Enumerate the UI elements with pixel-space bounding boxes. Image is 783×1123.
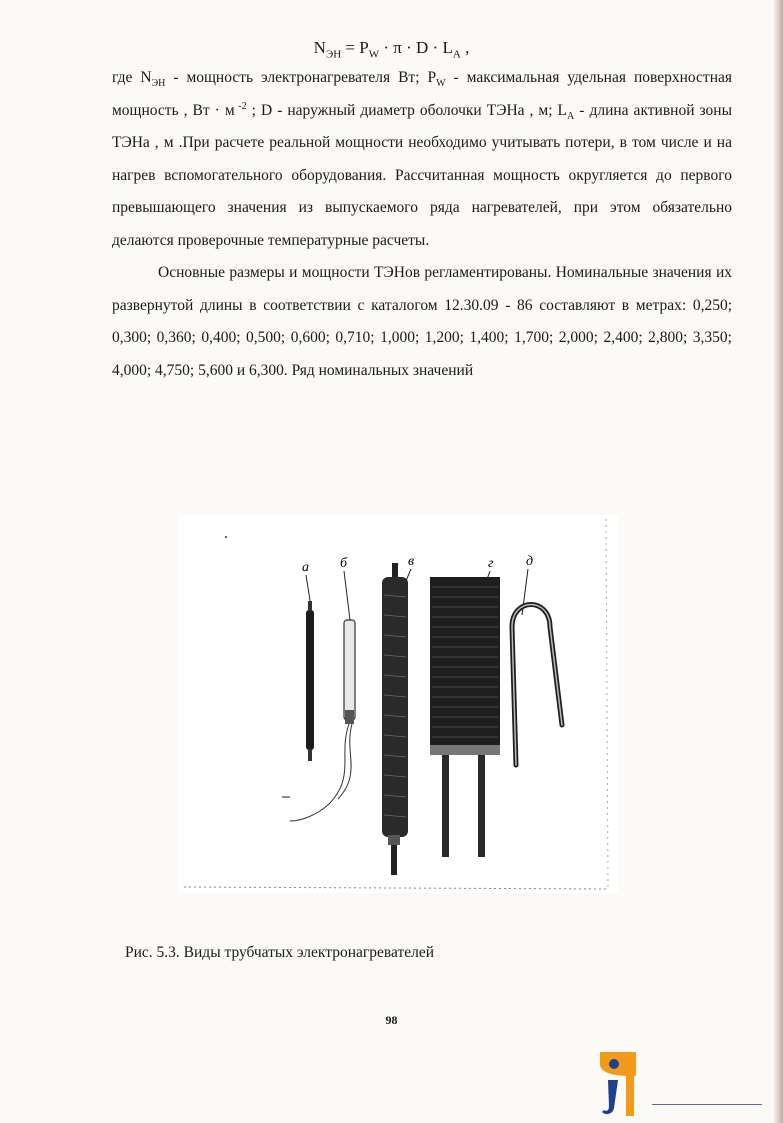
formula-n: N	[313, 38, 326, 57]
label-g: г	[488, 556, 494, 571]
body-text	[112, 62, 732, 387]
formula-p: P	[359, 38, 369, 57]
paragraph-2: Основные размеры и мощности ТЭНов регламентированы. Номинальные значения их развернутой длины в соответствии с каталогом 12.30.09 - 86 составляют в метрах: 0,250; 0,300; 0,360; 0,400; 0,500; 0,600; 0,710; 1,000; 1,200; 1,400; 1,700; 2,000; 2,400; 2,800; 3,350; 4,000; 4,750; 5,600 и 6,300. Ряд номинальных значений	[112, 264, 732, 379]
page-edge-shadow	[773, 0, 783, 1123]
formula-l-sub: A	[452, 48, 461, 61]
page-number: 98	[385, 1013, 398, 1027]
label-v: в	[408, 554, 415, 569]
logo-underline	[652, 1104, 762, 1105]
p1-s1: где N	[112, 69, 152, 86]
figure-heaters	[178, 515, 618, 893]
p1-s4-sub: A	[567, 110, 575, 122]
paragraph-1	[112, 62, 732, 257]
p1-s3-sup: -2	[234, 100, 247, 112]
formula-p-sub: W	[368, 48, 380, 61]
figure-caption: Рис. 5.3. Виды трубчатых электронагревателей	[125, 944, 435, 961]
speck	[225, 536, 227, 538]
heater-v	[382, 563, 408, 875]
formula-n-sub: ЭН	[325, 48, 342, 61]
formula-tail: ,	[460, 38, 470, 57]
label-d: д	[526, 554, 534, 569]
formula	[0, 38, 783, 60]
p1-s1-sub: ЭН	[151, 78, 166, 90]
heater-a	[306, 601, 314, 761]
label-b: б	[340, 556, 348, 571]
formula-mid: · π · D · L	[379, 38, 453, 57]
p1-s4: ; D - наружный диаметр оболочки ТЭНа , м; L	[246, 101, 568, 119]
label-a: а	[302, 560, 309, 575]
p1-s2-sub: W	[436, 78, 446, 90]
formula-eq: =	[341, 38, 360, 57]
publisher-logo-icon	[590, 1046, 650, 1118]
p1-s3: - максимальная удельная поверхностная мощность , Вт · м	[112, 69, 732, 119]
p1-s2: - мощность электронагревателя Вт; P	[165, 69, 437, 86]
p1-s5: - длина активной зоны ТЭНа , м .При расчете реальной мощности необходимо учитывать потери, в том числе и на нагрев вспомогательного оборудования. Рассчитанная мощность округляется до первого превышающего значения из выпускаемого ряда нагревателей, при этом обязательно делаются проверочные температурные расчеты.	[112, 101, 732, 249]
